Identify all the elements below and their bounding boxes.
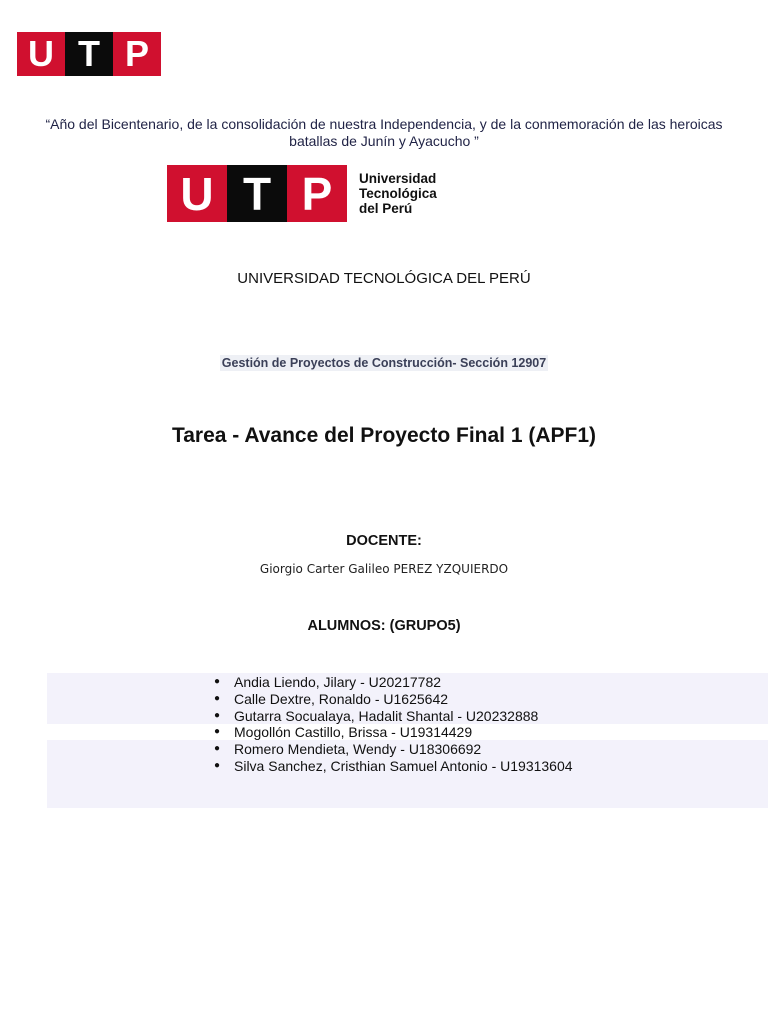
logo-name-line: Tecnológica — [359, 186, 437, 201]
university-name: UNIVERSIDAD TECNOLÓGICA DEL PERÚ — [237, 270, 531, 287]
docente-heading: DOCENTE: — [346, 533, 422, 549]
course-line — [0, 354, 768, 372]
list-item — [214, 708, 573, 725]
logo-letter-t: T — [65, 32, 113, 76]
list-item — [214, 724, 573, 741]
list-item — [214, 691, 573, 708]
bullet-icon: ● — [214, 759, 221, 771]
logo-letter-p: P — [287, 165, 347, 222]
logo-university-name — [359, 165, 437, 222]
student-list — [214, 674, 573, 775]
logo-name-line: del Perú — [359, 201, 413, 216]
bullet-icon: ● — [214, 692, 221, 704]
student-name: Romero Mendieta, Wendy - U18306692 — [234, 741, 482, 758]
list-item — [214, 741, 573, 758]
course-name: Gestión de Proyectos de Construcción- Sección 12907 — [221, 356, 547, 370]
logo-letter-p: P — [113, 32, 161, 76]
logo-letter-t: T — [227, 165, 287, 222]
student-name: Andia Liendo, Jilary - U20217782 — [234, 674, 442, 690]
bullet-icon: ● — [214, 676, 221, 687]
student-name: Silva Sanchez, Cristhian Samuel Antonio - U19313604 — [234, 757, 573, 774]
header-quote: “Año del Bicentenario, de la consolidación de nuestra Independencia, y de la conmemoración de las heroicas batallas de Junín y Ayacucho ” — [45, 116, 723, 149]
bullet-icon: ● — [214, 726, 221, 738]
utp-logo-large — [167, 165, 437, 222]
student-name: Calle Dextre, Ronaldo - U1625642 — [234, 690, 449, 707]
logo-letter-u: U — [17, 32, 65, 76]
alumnos-heading: ALUMNOS: (GRUPO5) — [307, 618, 461, 634]
list-item — [214, 758, 573, 775]
docente-name: Giorgio Carter Galileo PEREZ YZQUIERDO — [259, 562, 509, 576]
student-name: Mogollón Castillo, Brissa - U19314429 — [234, 724, 473, 741]
list-item — [214, 674, 573, 691]
document-title: Tarea - Avance del Proyecto Final 1 (APF1) — [171, 424, 597, 447]
logo-letter-u: U — [167, 165, 227, 222]
utp-logo-small — [17, 32, 161, 76]
bullet-icon: ● — [214, 743, 221, 755]
bullet-icon: ● — [214, 709, 221, 721]
student-name: Gutarra Socualaya, Hadalit Shantal - U20232888 — [234, 707, 539, 724]
logo-name-line: Universidad — [359, 171, 437, 186]
